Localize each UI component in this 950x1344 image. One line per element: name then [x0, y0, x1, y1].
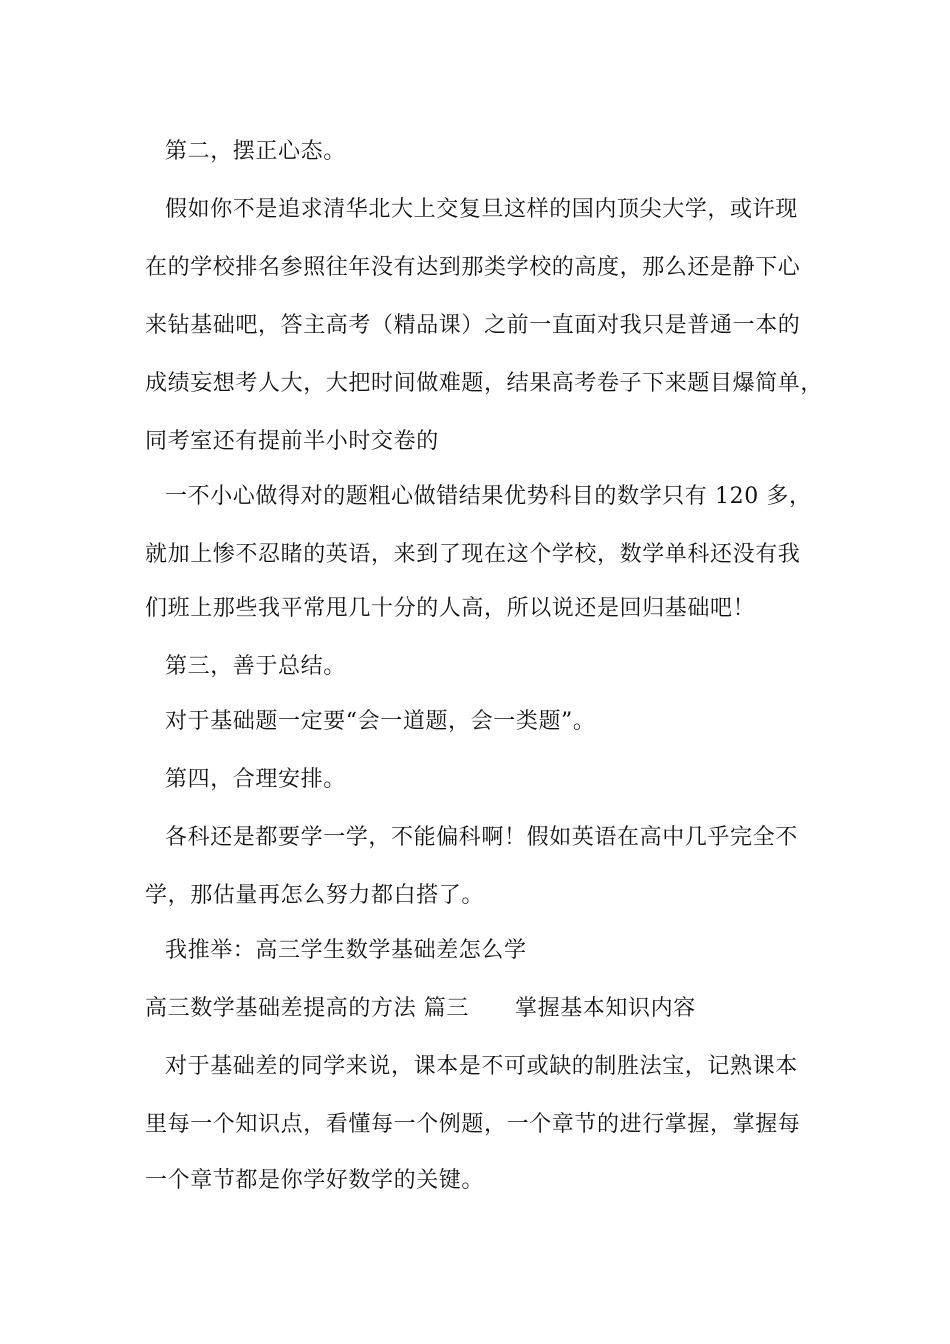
text-line: 就加上惨不忍睹的英语，来到了现在这个学校，数学单科还没有我 [145, 542, 801, 567]
text-line: 假如你不是追求清华北大上交复旦这样的国内顶尖大学，或许现 [165, 197, 798, 222]
text-line: 里每一个知识点，看懂每一个例题，一个章节的进行掌握，掌握每 [145, 1112, 801, 1137]
text-line: 对于基础题一定要“会一道题，会一类题”。 [165, 709, 596, 734]
text-line: 同考室还有提前半小时交卷的 [145, 429, 439, 454]
text-line: 一不小心做得对的题粗心做错结果优势科目的数学只有 120 多， [165, 484, 812, 509]
recommendation-line: 我推举：高三学生数学基础差怎么学 [165, 938, 527, 963]
text-line: 各科还是都要学一学，不能偏科啊！假如英语在高中几乎完全不 [165, 825, 798, 850]
section-subtitle: 掌握基本知识内容 [515, 996, 696, 1021]
paragraph-heading-3: 第三，善于总结。 [165, 654, 346, 679]
text-line: 在的学校排名参照往年没有达到那类学校的高度，那么还是静下心 [145, 255, 801, 280]
section-heading [145, 994, 696, 1024]
paragraph-heading-2: 第二，摆正心态。 [165, 139, 346, 164]
text-line: 一个章节都是你学好数学的关键。 [145, 1168, 485, 1193]
paragraph-heading-4: 第四，合理安排。 [165, 767, 346, 792]
text-line: 成绩妄想考人大，大把时间做难题，结果高考卷子下来题目爆简单， [145, 371, 824, 396]
section-title: 高三数学基础差提高的方法 篇三 [145, 996, 469, 1021]
text-line: 来钻基础吧，答主高考（精品课）之前一直面对我只是普通一本的 [145, 313, 801, 338]
text-line: 们班上那些我平常甩几十分的人高，所以说还是回归基础吧！ [145, 596, 756, 621]
text-line: 对于基础差的同学来说，课本是不可或缺的制胜法宝，记熟课本 [165, 1054, 798, 1079]
text-line: 学，那估量再怎么努力都白搭了。 [145, 883, 485, 908]
